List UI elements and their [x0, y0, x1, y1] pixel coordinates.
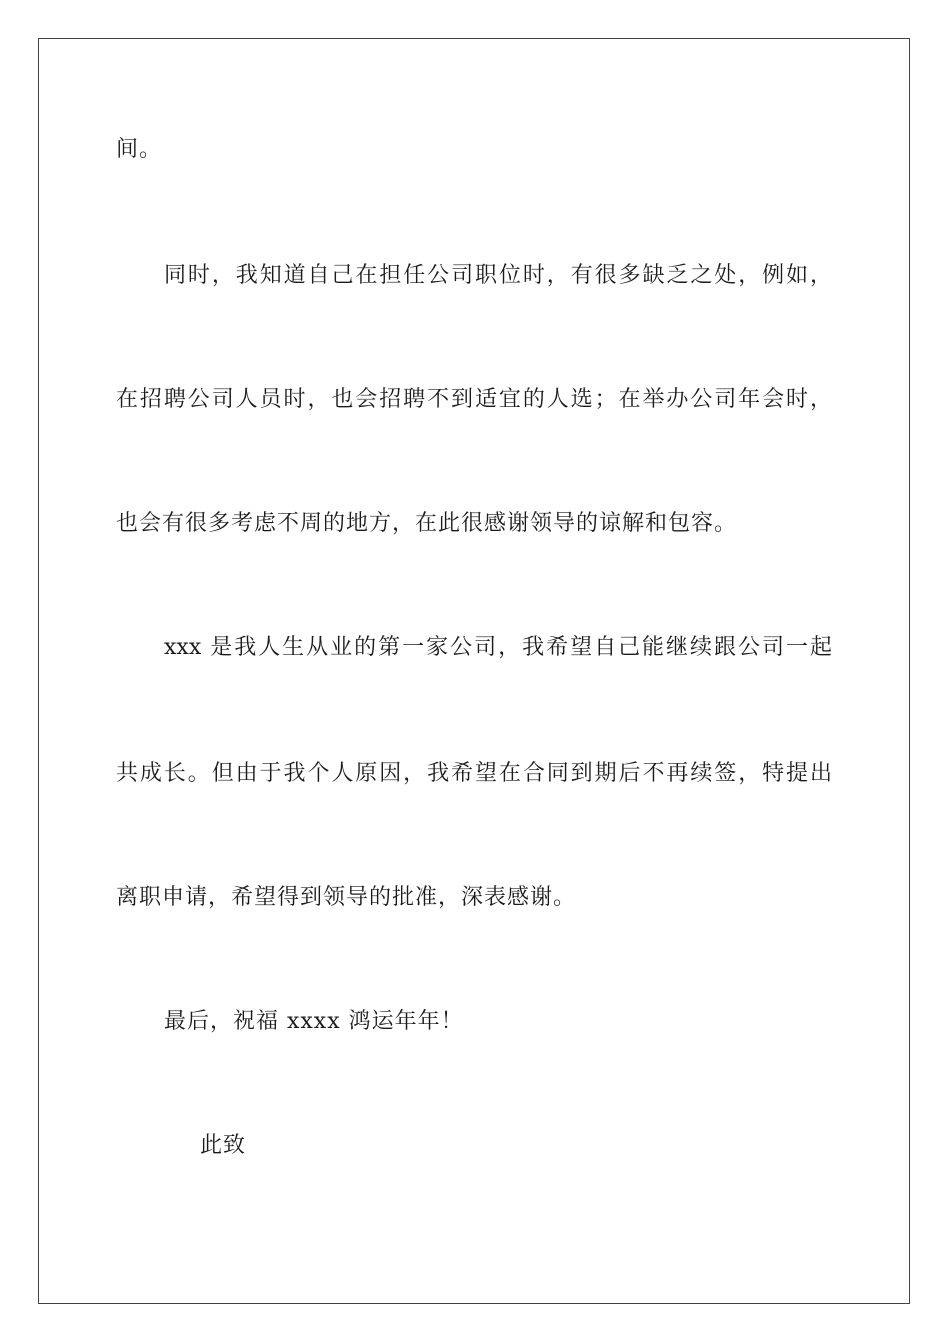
paragraph-line: 同时，我知道自己在担任公司职位时，有很多缺乏之处，例如， [164, 263, 832, 288]
paragraph-line: 在招聘公司人员时，也会招聘不到适宜的人选；在举办公司年会时， [116, 387, 832, 412]
salutation-closing: 此致 [200, 1133, 247, 1158]
closing-wish-line: 最后，祝福 xxxx 鸿运年年！ [164, 1009, 464, 1034]
page-frame [38, 38, 910, 1304]
paragraph-line: 离职申请，希望得到领导的批准，深表感谢。 [116, 885, 577, 910]
paragraph-line: xxx 是我人生从业的第一家公司，我希望自己能继续跟公司一起 [164, 635, 832, 660]
paragraph-line: 共成长。但由于我个人原因，我希望在合同到期后不再续签，特提出 [116, 761, 832, 786]
text-line-continuation: 间。 [116, 137, 163, 162]
paragraph-line: 也会有很多考虑不周的地方，在此很感谢领导的谅解和包容。 [116, 511, 738, 536]
